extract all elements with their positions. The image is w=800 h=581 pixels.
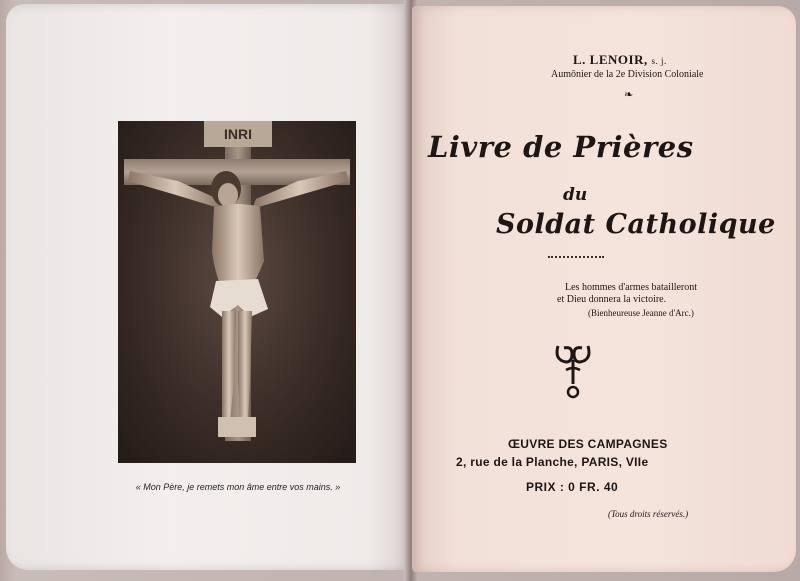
epigraph-line-1: Les hommes d'armes batailleront (565, 282, 698, 293)
photo-caption: « Mon Père, je remets mon âme entre vos mains. » (135, 482, 341, 492)
author-role: Aumônier de la 2e Division Coloniale (551, 69, 704, 80)
ornamental-rule (548, 256, 604, 258)
fleuron-ornament-icon: ❧ (624, 89, 634, 101)
epigraph-line-2: et Dieu donnera la victoire. (557, 294, 667, 305)
crucifix-photo (118, 121, 356, 463)
crucified-figure-icon (118, 121, 356, 463)
title-line-2: du (563, 185, 588, 205)
publisher-monogram-icon (552, 340, 594, 400)
author-name-text: L. LENOIR, (573, 52, 648, 67)
author-suffix: s. j. (651, 56, 667, 66)
title-line-3: Soldat Catholique (496, 209, 776, 240)
book-price: PRIX : 0 FR. 40 (526, 480, 619, 494)
publisher-address: 2, rue de la Planche, PARIS, VIIe (456, 455, 649, 469)
inri-plaque: INRI (204, 121, 272, 147)
publisher-name: ŒUVRE DES CAMPAGNES (508, 437, 668, 451)
author-name (573, 52, 667, 68)
rights-notice: (Tous droits réservés.) (608, 509, 689, 519)
title-line-1: Livre de Prières (428, 130, 694, 164)
epigraph-attribution: (Bienheureuse Jeanne d'Arc.) (588, 308, 694, 318)
